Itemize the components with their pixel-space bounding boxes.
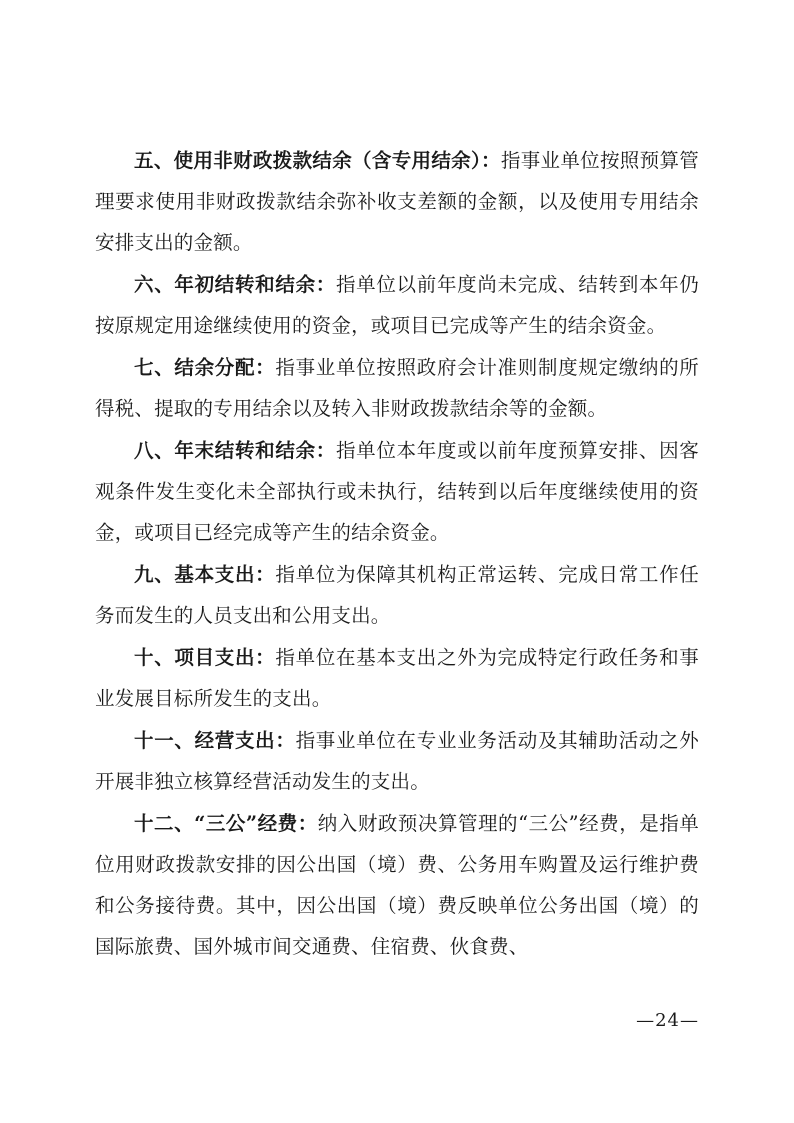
- paragraph-5-text: 指事业单位按照预算管理要求使用非财政拨款结余弥补收支差额的金额，以及使用专用结余安排支出的金额。: [95, 149, 699, 254]
- paragraph-11: [95, 720, 699, 802]
- paragraph-12-text: 纳入财政预决算管理的“三公”经费，是指单位用财政拨款安排的因公出国（境）费、公务用车购置及运行维护费和公务接待费。其中，因公出国（境）费反映单位公务出国（境）的国际旅费、国外城市间交通费、住宿费、伙食费、: [95, 812, 699, 958]
- paragraph-5: [95, 140, 699, 263]
- paragraph-12-lead: 十二、“三公”经费：: [134, 812, 318, 835]
- paragraph-6-text: 指单位以前年度尚未完成、结转到本年仍按原规定用途继续使用的资金，或项目已完成等产生的结余资金。: [95, 273, 699, 337]
- paragraph-6: [95, 264, 699, 346]
- paragraph-8-text: 指单位本年度或以前年度预算安排、因客观条件发生变化未全部执行或未执行，结转到以后年度继续使用的资金，或项目已经完成等产生的结余资金。: [95, 439, 699, 544]
- paragraph-7-text: 指事业单位按照政府会计准则制度规定缴纳的所得税、提取的专用结余以及转入非财政拨款结余等的金额。: [95, 356, 699, 420]
- page-number: —24—: [636, 1010, 699, 1031]
- paragraph-5-lead: 五、使用非财政拨款结余（含专用结余）：: [134, 149, 501, 172]
- paragraph-10: [95, 637, 699, 719]
- paragraph-11-text: 指事业单位在专业业务活动及其辅助活动之外开展非独立核算经营活动发生的支出。: [95, 729, 699, 793]
- paragraph-10-lead: 十、项目支出：: [134, 646, 276, 669]
- paragraph-9-lead: 九、基本支出：: [134, 563, 276, 586]
- paragraph-9: [95, 554, 699, 636]
- paragraph-12: [95, 803, 699, 967]
- document-body: [95, 140, 699, 967]
- paragraph-8: [95, 430, 699, 553]
- paragraph-6-lead: 六、年初结转和结余：: [134, 273, 336, 296]
- paragraph-10-text: 指单位在基本支出之外为完成特定行政任务和事业发展目标所发生的支出。: [95, 646, 699, 710]
- paragraph-11-lead: 十一、经营支出：: [134, 729, 296, 752]
- paragraph-7: [95, 347, 699, 429]
- paragraph-7-lead: 七、结余分配：: [134, 356, 276, 379]
- paragraph-8-lead: 八、年末结转和结余：: [134, 439, 336, 462]
- paragraph-9-text: 指单位为保障其机构正常运转、完成日常工作任务而发生的人员支出和公用支出。: [95, 563, 699, 627]
